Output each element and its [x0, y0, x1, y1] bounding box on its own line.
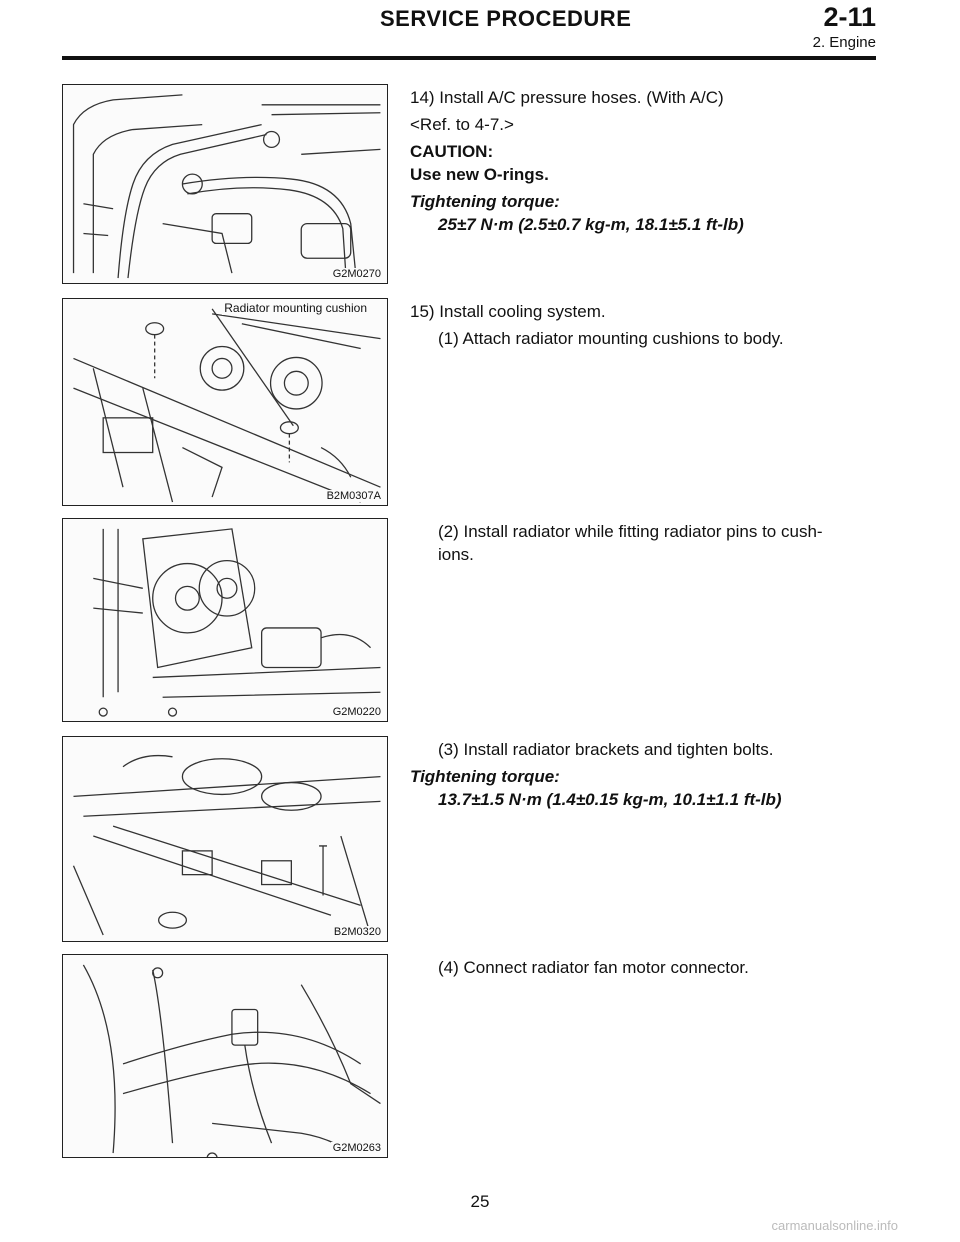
fan-connector-illustration [63, 955, 387, 1157]
step-15-sub-4: (4) Connect radiator fan motor connector. [438, 958, 749, 977]
section-code: 2-11 [823, 2, 876, 32]
figure-mounting-cushion [62, 298, 388, 506]
figure-code: B2M0307A [326, 490, 381, 502]
step-14-block [410, 86, 880, 236]
page-number: 25 [470, 1192, 490, 1211]
ac-hoses-illustration [63, 85, 387, 283]
figure-code: G2M0263 [332, 1142, 381, 1154]
radiator-cushion-illustration [63, 299, 387, 505]
step-15-title: 15) Install cooling system. [410, 302, 606, 321]
radiator-install-illustration [63, 519, 387, 721]
section-title: SERVICE PROCEDURE [380, 6, 632, 31]
figure-code: B2M0320 [333, 926, 381, 938]
step-15-block [410, 300, 880, 350]
step-15-sub-2-block [410, 520, 880, 566]
step-15-sub-4-block [410, 956, 880, 979]
header-rule [62, 56, 876, 60]
torque-label: Tightening torque: [410, 767, 560, 786]
step-15-sub-2-line-2: ions. [438, 545, 474, 564]
figure-code: G2M0220 [332, 706, 381, 718]
radiator-brackets-illustration [63, 737, 387, 941]
section-subtitle: 2. Engine [812, 34, 876, 51]
step-15-sub-2-line-1: (2) Install radiator while fitting radiator pins to cush- [438, 522, 823, 541]
figure-code: G2M0270 [332, 268, 381, 280]
callout-radiator-mounting-cushion: Radiator mounting cushion [224, 301, 367, 315]
torque-value: 13.7±1.5 N·m (1.4±0.15 kg-m, 10.1±1.1 ft-lb) [438, 790, 782, 809]
step-15-sub-3-block [410, 738, 880, 811]
footer-watermark: carmanualsonline.info [771, 1218, 898, 1233]
torque-value: 25±7 N·m (2.5±0.7 kg-m, 18.1±5.1 ft-lb) [438, 215, 744, 234]
figure-ac-hoses [62, 84, 388, 284]
step-14-title: 14) Install A/C pressure hoses. (With A/C) [410, 88, 724, 107]
step-15-sub-3: (3) Install radiator brackets and tighten bolts. [438, 740, 774, 759]
caution-label: CAUTION: [410, 142, 494, 161]
caution-text: Use new O-rings. [410, 165, 549, 184]
step-14-ref: <Ref. to 4-7.> [410, 115, 514, 134]
figure-install-radiator [62, 518, 388, 722]
figure-radiator-brackets [62, 736, 388, 942]
step-15-sub-1: (1) Attach radiator mounting cushions to body. [438, 329, 784, 348]
figure-fan-connector [62, 954, 388, 1158]
torque-label: Tightening torque: [410, 192, 560, 211]
